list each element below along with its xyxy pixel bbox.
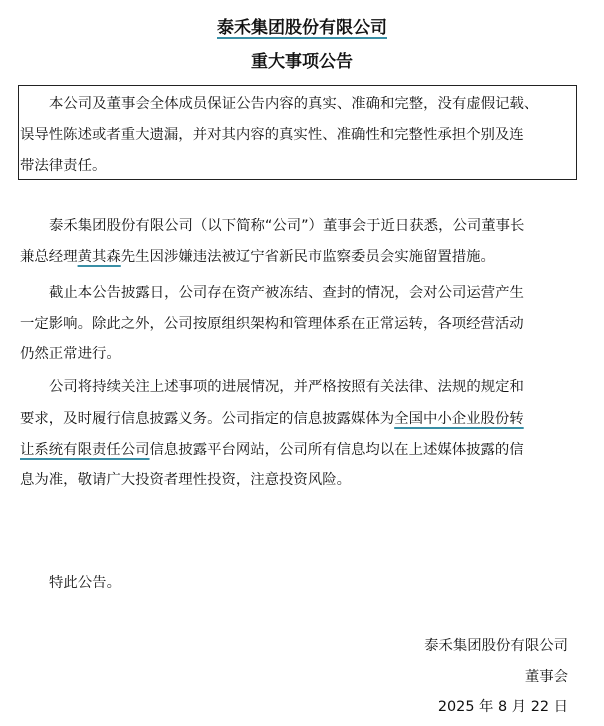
p1-line-1: 泰禾集团股份有限公司（以下简称“公司”）董事会于近日获悉，公司董事长 [49,218,525,234]
p3-line-2 [20,409,524,429]
announcement-title: 重大事项公告 [251,52,353,72]
signature-date: 2025 年 8 月 22 日 [437,699,568,715]
disclaimer-line-1: 本公司及董事会全体成员保证公告内容的真实、准确和完整，没有虚假记载、 [49,96,539,112]
p1-line-2-pre: 兼总经理 [20,249,78,265]
signature-board: 董事会 [524,669,568,685]
p2-line-3: 仍然正常进行。 [20,346,121,362]
disclaimer-line-2: 误导性陈述或者重大遗漏，并对其内容的真实性、准确性和完整性承担个别及连 [20,127,524,143]
p2-line-1: 截止本公告披露日，公司存在资产被冻结、查封的情况，会对公司运营产生 [49,285,524,301]
company-heading-text: 泰禾集团股份有限公司 [217,18,387,38]
p3-line-3-post: 信息披露平台网站，公司所有信息均以在上述媒体披露的信 [149,442,524,458]
p3-line-4: 息为准，敬请广大投资者理性投资，注意投资风险。 [20,472,351,488]
p2-line-2: 一定影响。除此之外，公司按原组织架构和管理体系在正常运转，各项经营活动 [20,316,524,332]
p1-line-2 [20,247,495,267]
company-heading [0,17,604,39]
signature-company: 泰禾集团股份有限公司 [424,638,568,654]
disclaimer-line-3: 带法律责任。 [20,158,107,174]
p3-line-1: 公司将持续关注上述事项的进展情况，并严格按照有关法律、法规的规定和 [49,379,524,395]
p3-line-3 [20,440,524,460]
chairman-name: 黄其森 [77,249,121,265]
disclosure-platform-link-part-1: 全国中小企业股份转 [394,411,524,427]
p3-line-2-pre: 要求，及时履行信息披露义务。公司指定的信息披露媒体为 [20,411,395,427]
closing-statement: 特此公告。 [49,575,121,591]
p1-line-2-post: 先生因涉嫌违法被辽宁省新民市监察委员会实施留置措施。 [120,249,495,265]
disclosure-platform-link-part-2: 让系统有限责任公司 [20,442,150,458]
